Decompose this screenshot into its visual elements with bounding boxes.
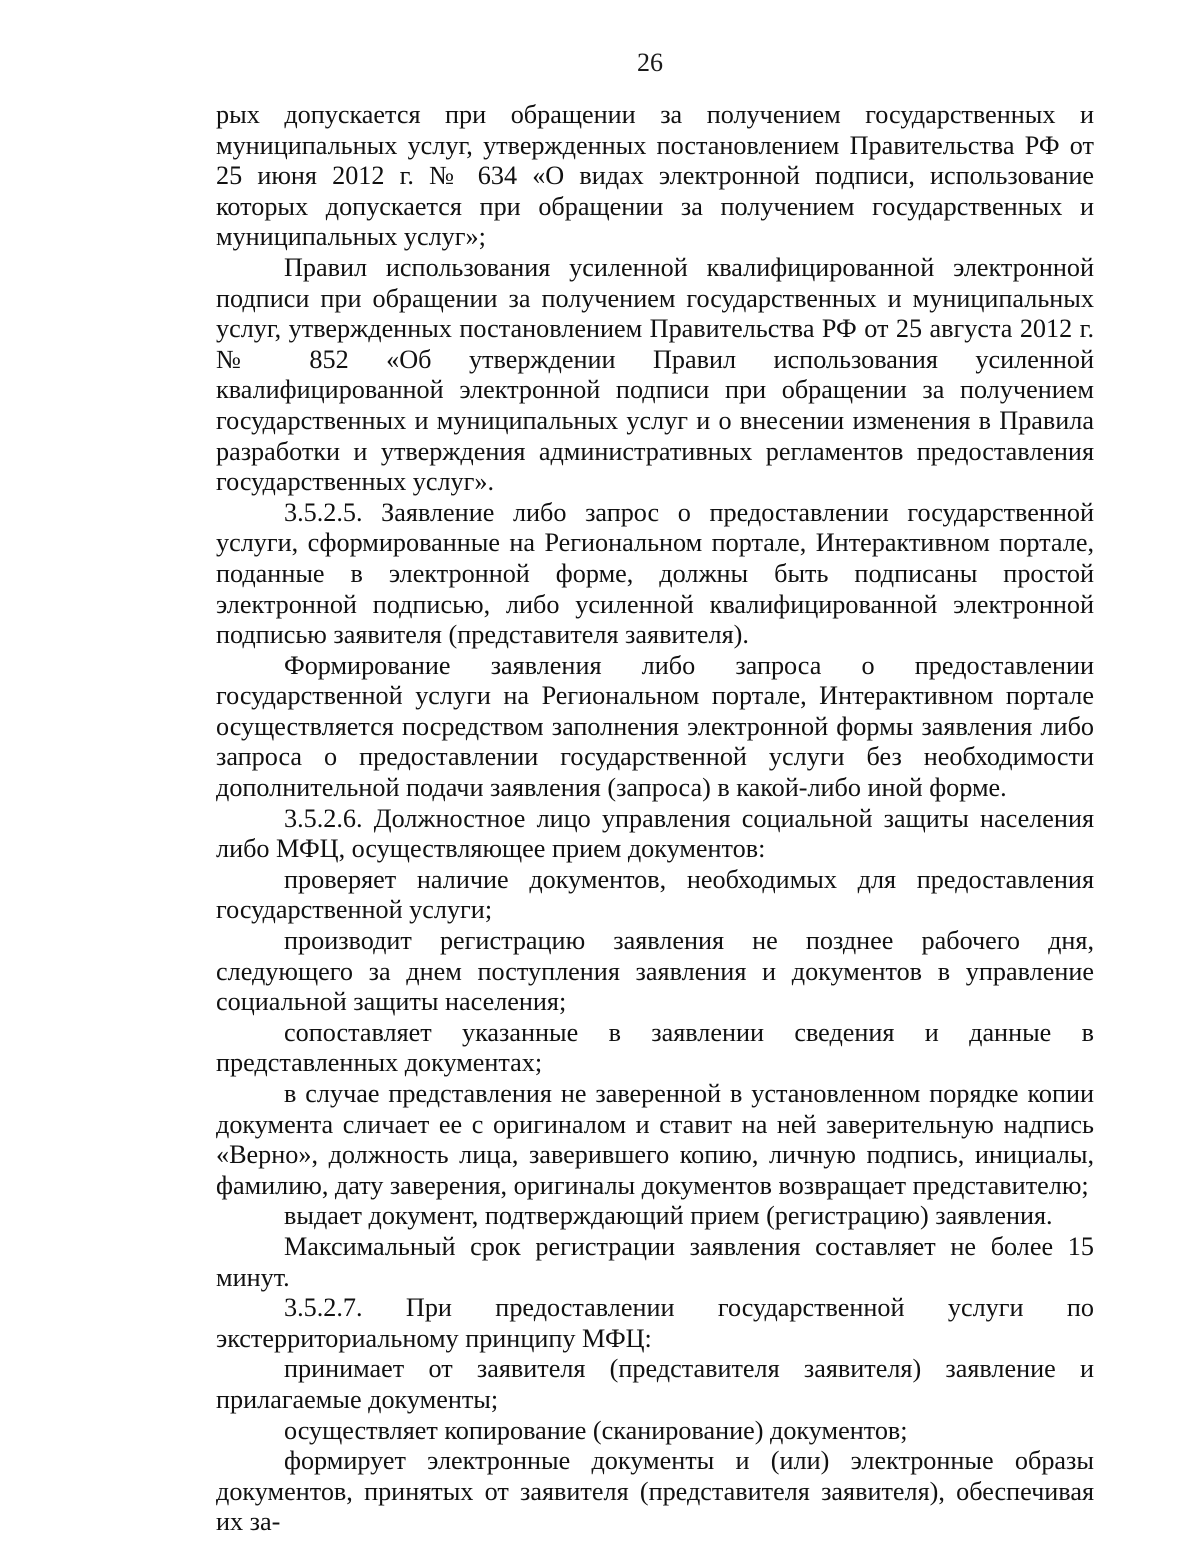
paragraph-compares-data: сопоставляет указанные в заявлении сведения и данные в представленных документах; [216,1017,1094,1078]
paragraph-copies-documents: осуществляет копирование (сканирование) документов; [284,1415,908,1445]
paragraph-certifies-copy: в случае представления не заверенной в установленном порядке копии документа сличает ее с оригиналом и ставит на ней заверительную надпись «Верно», должность лица, заверившего копию, личную подпись, инициалы, фамилию, дату заверения, оригиналы документов возвращает представителю; [216,1079,1094,1200]
paragraph-continuation: рых допускается при обращении за получением государственных и муниципальных услуг, утвержденных постановлением Правительства РФ от 25 июня 2012 г. № 634 «О видах электронной подписи, использование которых допускается при обращении за получением государственных и муниципальных услуг»; [216,100,1094,252]
paragraph-3-5-2-7: 3.5.2.7. При предоставлении государственной услуги по экстерриториальному принципу МФЦ: [216,1293,1094,1353]
page-number: 26 [637,48,663,77]
paragraph-3-5-2-5: 3.5.2.5. Заявление либо запрос о предоставлении государственной услуги, сформированные на Региональном портале, Интерактивном портале, поданные в электронной форме, должны быть подписаны простой электронной подписью, либо усиленной квалифицированной электронной подписью заявителя (представителя заявителя). [216,497,1094,650]
paragraph-checks-documents: проверяет наличие документов, необходимых для предоставления государственной услуги; [216,864,1094,925]
paragraph-forms-electronic-docs: формирует электронные документы и (или) электронные образы документов, принятых от заявителя (представителя заявителя), обеспечивая их за- [216,1446,1094,1537]
paragraph-registers-application: производит регистрацию заявления не позднее рабочего дня, следующего за днем поступления заявления и документов в управление социальной защиты населения; [216,926,1094,1017]
paragraph-form-filling: Формирование заявления либо запроса о предоставлении государственной услуги на Региональном портале, Интерактивном портале осуществляется посредством заполнения электронной формы заявления либо запроса о предоставлении государственной услуги без необходимости дополнительной подачи заявления (запроса) в какой-либо иной форме. [216,650,1094,803]
body-text [216,100,1094,1538]
paragraph-rules-852: Правил использования усиленной квалифицированной электронной подписи при обращении за получением государственных и муниципальных услуг, утвержденных постановлением Правительства РФ от 25 августа 2012 г. № 852 «Об утверждении Правил использования усиленной квалифицированной электронной подписи при обращении за получением государственных и муниципальных услуг и о внесении изменения в Правила разработки и утверждения административных регламентов предоставления государственных услуг». [216,252,1094,497]
paragraph-3-5-2-6: 3.5.2.6. Должностное лицо управления социальной защиты населения либо МФЦ, осуществляющее прием документов: [216,803,1094,864]
paragraph-issues-receipt: выдает документ, подтверждающий прием (регистрацию) заявления. [284,1201,1053,1231]
paragraph-max-time: Максимальный срок регистрации заявления составляет не более 15 минут. [216,1231,1094,1292]
paragraph-accepts-application: принимает от заявителя (представителя заявителя) заявление и прилагаемые документы; [216,1354,1094,1414]
